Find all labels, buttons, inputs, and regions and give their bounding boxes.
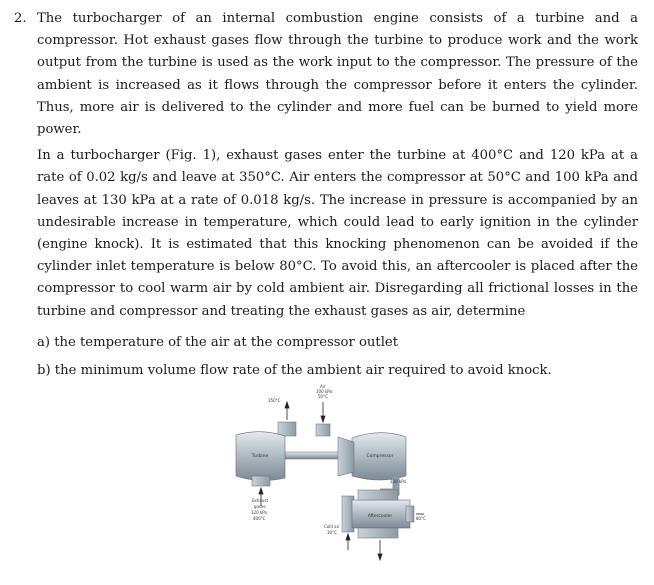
exhaust-label-2: gases xyxy=(254,504,266,509)
turbocharger-figure xyxy=(230,380,430,585)
turbine-label: Turbine xyxy=(251,454,269,459)
turbine-exit-temp: 350°C xyxy=(268,398,281,403)
problem-2 xyxy=(14,8,638,388)
part-b: b) the minimum volume flow rate of the ambient air required to avoid knock. xyxy=(37,363,552,379)
exhaust-label: Exhaust xyxy=(252,498,269,503)
exhaust-pressure: 120 kPa xyxy=(251,510,267,515)
compressor-exit-pressure: 130 kPa xyxy=(390,479,406,484)
cold-air-temp: 30°C xyxy=(327,530,337,535)
body-paragraph: In a turbocharger (Fig. 1), exhaust gases enter the turbine at 400°C and 120 kPa at a rate of 0.02 kg/s and leave at 350°C. Air enters the compressor at 50°C and 100 kPa and leaves at 130 kPa at a rate of 0.018 kg/s. The increase in pressure is accompanied by an undesirable increase in temperature, which could lead to early ignition in the cylinder (engine knock). It is estimated that this knocking phenomenon can be avoided if the cylinder inlet temperature is below 80°C. To avoid this, an aftercooler is placed after the compressor to cool warm air by cold ambient air. Disregarding all frictional losses in the turbine and compressor and treating the exhaust gases as air, determine xyxy=(37,148,638,319)
air-inlet-label: Air xyxy=(320,384,326,389)
problem-number: 2. xyxy=(14,11,27,26)
air-inlet-temp: 50°C xyxy=(318,394,328,399)
intro-paragraph: The turbocharger of an internal combustion engine consists of a turbine and a compressor. Hot exhaust gases flow through the turbine to produce work and the work output from the turbine is used as the work input to the compressor. The pressure of the ambient is increased as it flows through the compressor before it enters the cylinder. Thus, more air is delivered to the cylinder and more fuel can be burned to yield more power. xyxy=(37,11,638,138)
part-a: a) the temperature of the air at the compressor outlet xyxy=(37,334,399,350)
air-inlet-pressure: 100 kPa xyxy=(316,389,332,394)
air-inlet-arrowhead xyxy=(321,416,325,422)
question-parts xyxy=(37,332,638,382)
aftercooler xyxy=(342,490,414,538)
cold-air-exit-arrowhead xyxy=(378,554,382,560)
cold-air-inlet-arrowhead xyxy=(346,534,350,540)
aftercooler-label: Aftercooler xyxy=(367,514,393,519)
exhaust-inlet-arrowhead xyxy=(259,488,263,494)
cold-air-label: Cold air xyxy=(324,524,340,529)
compressor-label: Compressor xyxy=(366,454,394,459)
exhaust-temp: 400°C xyxy=(253,516,266,521)
turbine-exit-arrowhead xyxy=(285,402,289,408)
aftercooler-exit-temp: 80°C xyxy=(416,516,426,521)
